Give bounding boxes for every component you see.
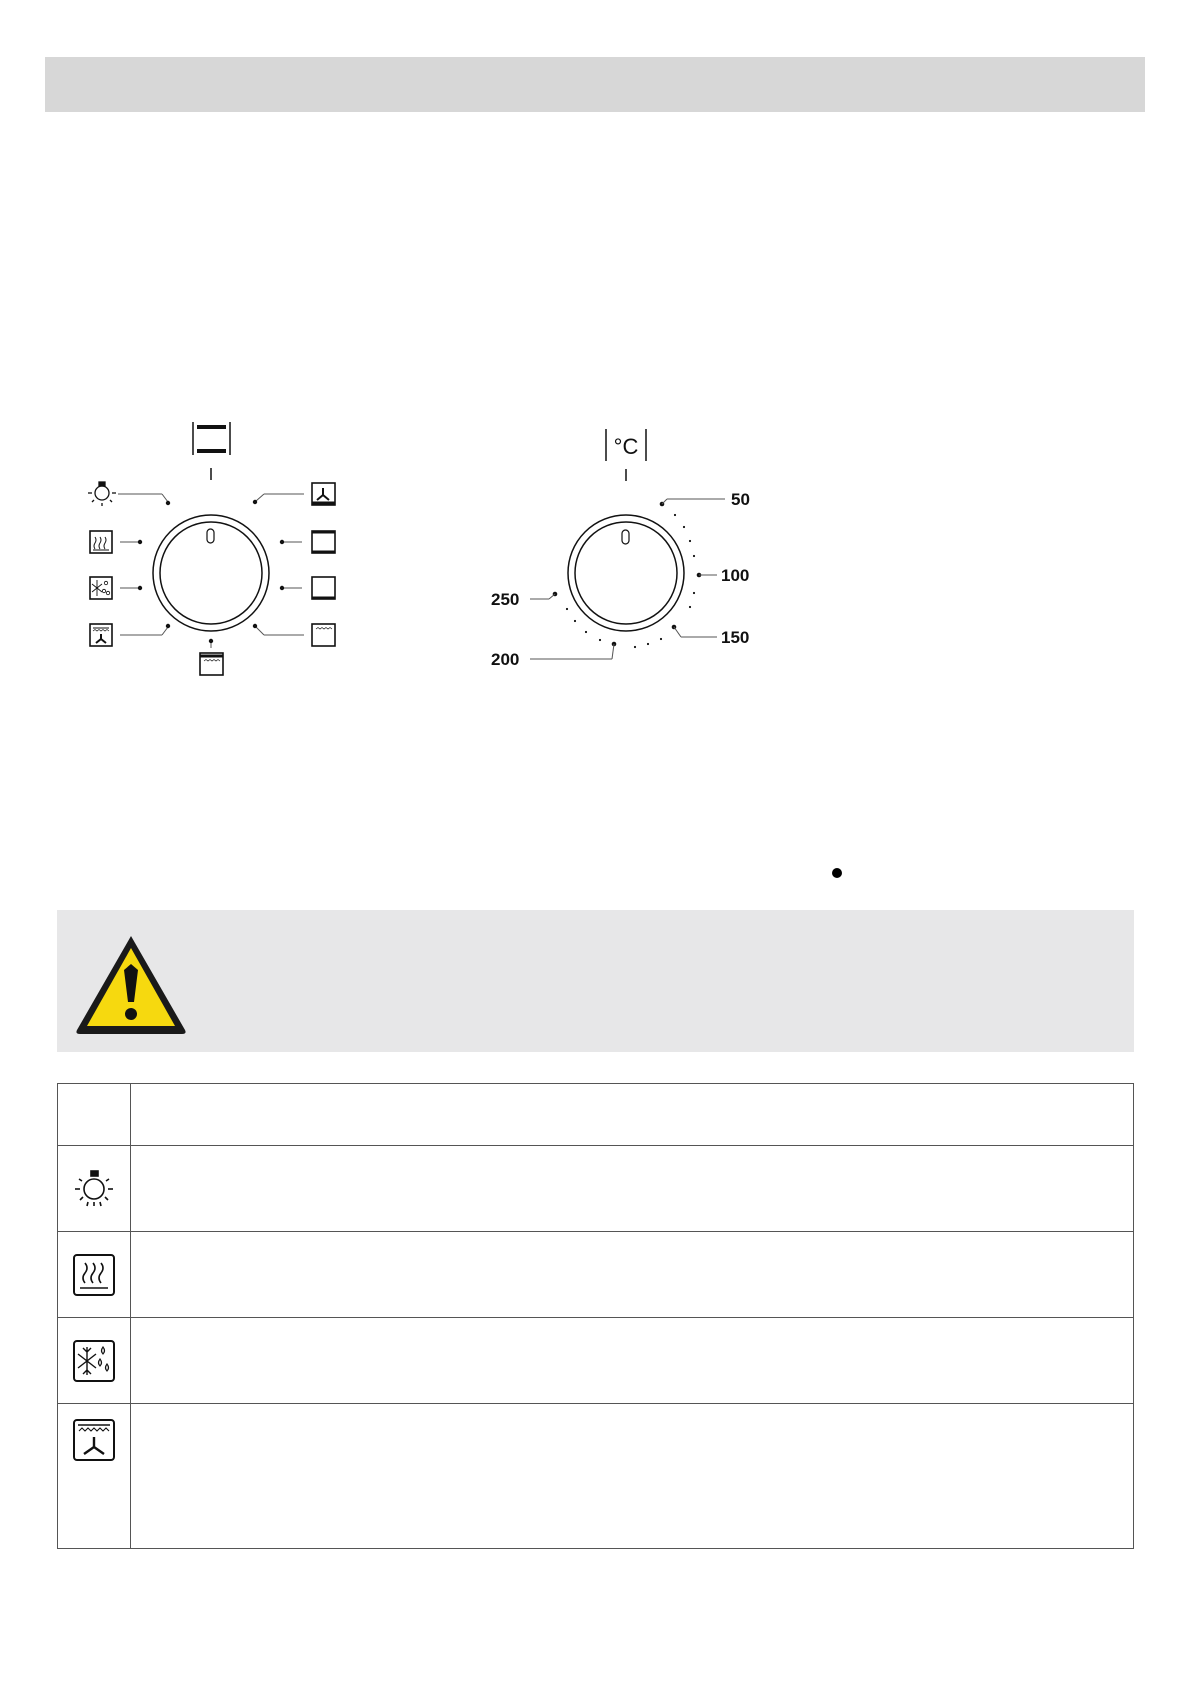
warning-triangle-icon [71,930,191,1040]
defrost-heat-icon [90,531,112,553]
grill-icon [312,624,335,646]
temp-label-250: 250 [491,590,520,609]
header-text-cell [131,1084,1134,1146]
table-header-row [58,1084,1134,1146]
conventional-icon [312,531,335,553]
oven-off-symbol [193,422,230,480]
defrost-fan-icon [90,577,112,599]
heat-icon-cell [58,1232,131,1318]
warning-box [57,910,1134,1052]
heat-icon [72,1253,116,1297]
table-row [58,1146,1134,1232]
top-bottom-fan-icon [312,483,335,505]
grill-fan-icon [72,1418,116,1462]
temp-label-200: 200 [491,650,520,669]
temp-label-100: 100 [721,566,750,585]
lamp-text-cell [131,1146,1134,1232]
top-heat-icon [312,577,335,599]
celsius-unit: °C [613,434,639,459]
header-icon-cell [58,1084,131,1146]
function-knob [153,515,269,631]
table-row [58,1404,1134,1549]
table-row [58,1232,1134,1318]
temp-label-50: 50 [731,490,750,509]
heat-text-cell [131,1232,1134,1318]
temperature-knob [568,515,684,631]
grill-fan-icon-cell [58,1404,131,1549]
grill-fan-icon [90,624,112,646]
defrost-text-cell [131,1318,1134,1404]
function-selector-dial [80,410,360,690]
functions-table [57,1083,1134,1549]
defrost-icon-cell [58,1318,131,1404]
bottom-heat-icon [200,653,223,675]
lamp-icon [88,482,116,506]
table-row [58,1318,1134,1404]
lamp-icon [72,1169,116,1209]
temperature-dial [485,415,770,690]
defrost-icon [72,1339,116,1383]
temp-label-150: 150 [721,628,750,647]
grill-fan-text-cell [131,1404,1134,1549]
bullet-dot [832,868,842,878]
lamp-icon-cell [58,1146,131,1232]
header-bar [45,57,1145,112]
